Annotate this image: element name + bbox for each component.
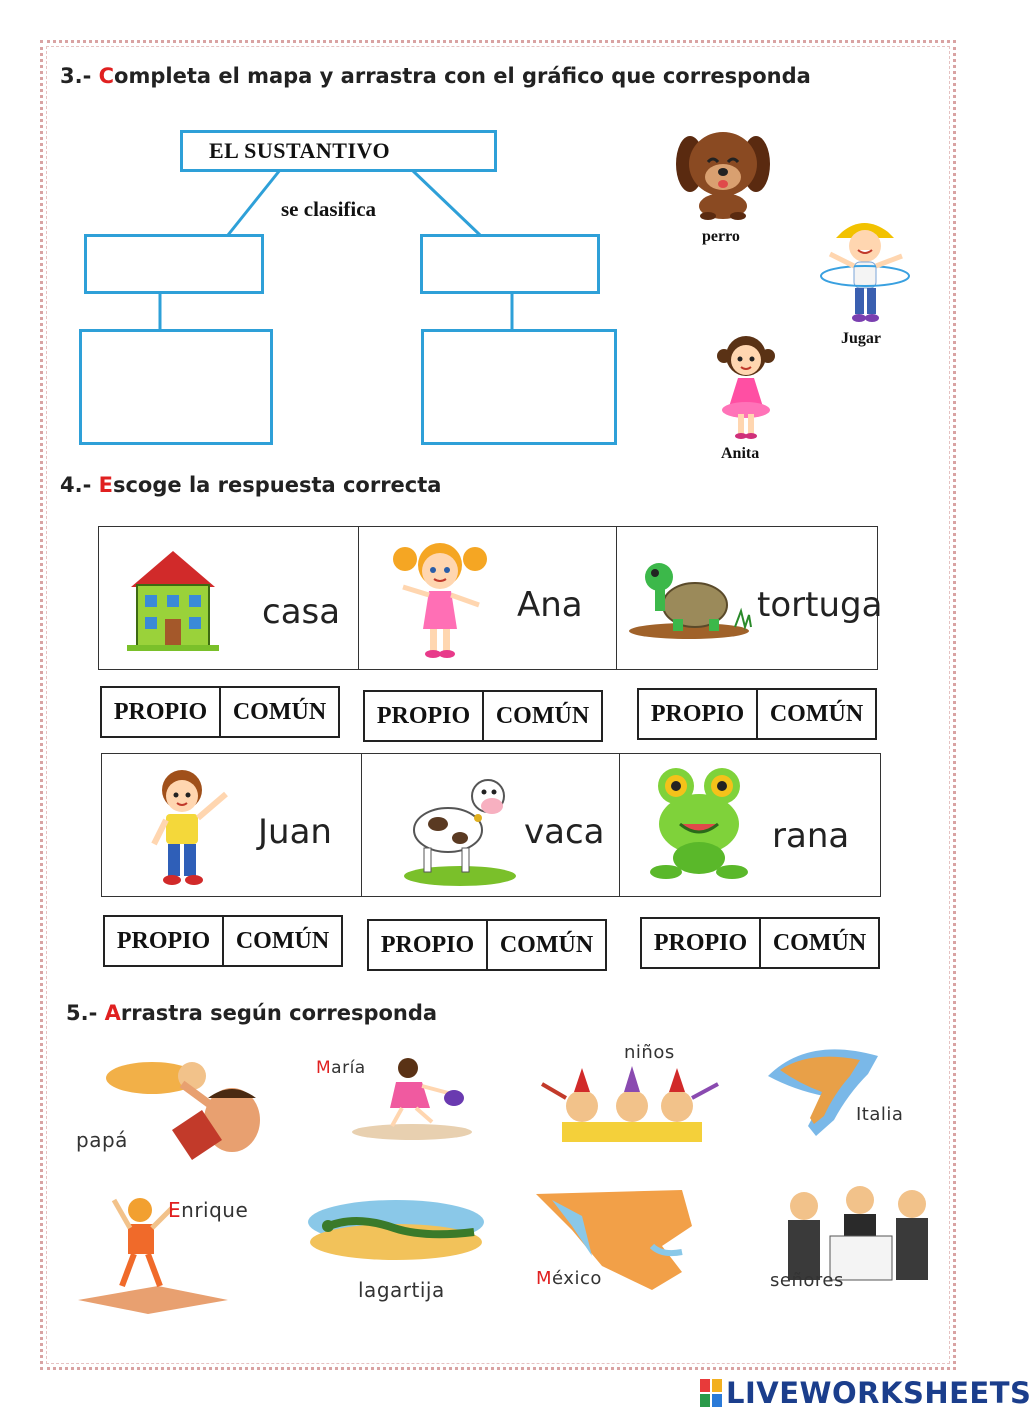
word-card-tortuga xyxy=(617,527,883,669)
drop-zone-category-left[interactable] xyxy=(84,234,264,294)
item-label-mexico: éxico xyxy=(552,1268,602,1289)
house-icon xyxy=(121,545,225,655)
exercise-5-heading xyxy=(66,1001,437,1025)
draggable-perro[interactable] xyxy=(668,122,778,220)
girl-icon xyxy=(385,533,495,661)
option-comun-tortuga[interactable]: COMÚN xyxy=(756,690,875,738)
option-comun-casa[interactable]: COMÚN xyxy=(219,688,338,736)
picture-label-perro: perro xyxy=(702,228,740,245)
lizard-icon xyxy=(304,1192,488,1272)
draggable-mexico[interactable] xyxy=(532,1186,718,1300)
map-title-text: EL SUSTANTIVO xyxy=(209,138,391,163)
word-card-juan xyxy=(102,754,362,896)
turtle-icon xyxy=(625,547,753,639)
card-word-tortuga: tortuga xyxy=(757,585,883,625)
card-word-vaca: vaca xyxy=(524,812,605,852)
drop-zone-category-right[interactable] xyxy=(420,234,600,294)
option-propio-ana[interactable]: PROPIO xyxy=(376,702,471,729)
heading-initial: E xyxy=(98,473,113,497)
logo-text: LIVEWORKSHEETS xyxy=(726,1376,1031,1410)
girl-icon xyxy=(698,332,794,444)
option-propio-juan[interactable]: PROPIO xyxy=(116,927,211,954)
card-word-juan: Juan xyxy=(258,812,332,852)
word-card-row-2 xyxy=(101,753,881,897)
item-initial: E xyxy=(168,1198,182,1222)
item-label-italia: Italia xyxy=(856,1104,904,1125)
item-label-maria: aría xyxy=(331,1058,366,1078)
concept-map-title xyxy=(180,130,497,172)
card-word-casa: casa xyxy=(262,592,341,632)
heading-initial: A xyxy=(104,1001,121,1025)
word-card-ana xyxy=(359,527,617,669)
option-comun-vaca[interactable]: COMÚN xyxy=(486,921,605,969)
heading-text: ompleta el mapa y arrastra con el gráfico que corresponda xyxy=(114,64,811,88)
drop-zone-example-right[interactable] xyxy=(421,329,617,445)
card-word-rana: rana xyxy=(772,816,850,856)
draggable-ninos[interactable] xyxy=(532,1044,732,1144)
exercise-number: 4.- xyxy=(60,473,99,497)
frog-icon xyxy=(646,762,752,882)
draggable-anita[interactable] xyxy=(698,332,794,444)
answer-choice-casa xyxy=(100,686,340,738)
option-propio-casa[interactable]: PROPIO xyxy=(113,698,208,725)
cow-icon xyxy=(402,762,520,888)
draggable-maria[interactable] xyxy=(312,1052,492,1142)
picture-label-anita: Anita xyxy=(721,445,760,462)
word-card-rana xyxy=(620,754,880,896)
item-label-lagartija: lagartija xyxy=(358,1278,445,1302)
dog-icon xyxy=(668,122,778,220)
option-propio-rana[interactable]: PROPIO xyxy=(653,929,748,956)
card-word-ana: Ana xyxy=(517,585,583,625)
heading-initial: C xyxy=(98,64,115,88)
answer-choice-ana xyxy=(363,690,603,742)
exercise-number: 5.- xyxy=(66,1001,105,1025)
item-initial: M xyxy=(536,1268,553,1289)
draggable-senores[interactable] xyxy=(770,1176,940,1300)
option-propio-vaca[interactable]: PROPIO xyxy=(380,931,475,958)
word-card-casa xyxy=(99,527,359,669)
item-label-papa: papá xyxy=(76,1128,128,1152)
item-label-ninos: niños xyxy=(624,1042,675,1063)
draggable-enrique[interactable] xyxy=(78,1190,268,1314)
liveworksheets-logo xyxy=(700,1376,1031,1410)
option-comun-juan[interactable]: COMÚN xyxy=(222,917,341,965)
word-card-row-1 xyxy=(98,526,883,670)
item-label-enrique: nrique xyxy=(181,1198,249,1222)
item-label-senores: señores xyxy=(770,1270,844,1291)
draggable-lagartija[interactable] xyxy=(304,1192,488,1306)
draggable-jugar[interactable] xyxy=(810,214,916,326)
answer-choice-rana xyxy=(640,917,880,969)
logo-grid-icon xyxy=(700,1379,722,1407)
exercise-number: 3.- xyxy=(60,64,99,88)
drop-zone-example-left[interactable] xyxy=(79,329,273,445)
answer-choice-tortuga xyxy=(637,688,877,740)
heading-text: scoge la respuesta correcta xyxy=(112,473,442,497)
answer-choice-juan xyxy=(103,915,343,967)
boy-icon xyxy=(136,764,236,890)
draggable-italia[interactable] xyxy=(760,1036,920,1140)
option-propio-tortuga[interactable]: PROPIO xyxy=(650,700,745,727)
picture-label-jugar: Jugar xyxy=(841,330,881,347)
map-connector-label: se clasifica xyxy=(281,197,377,221)
item-initial: M xyxy=(316,1058,332,1078)
option-comun-ana[interactable]: COMÚN xyxy=(482,692,601,740)
heading-text: rrastra según corresponda xyxy=(120,1001,438,1025)
child-playing-icon xyxy=(810,214,916,326)
draggable-papa[interactable] xyxy=(72,1050,282,1160)
exercise-4-heading xyxy=(60,473,441,497)
option-comun-rana[interactable]: COMÚN xyxy=(759,919,878,967)
word-card-vaca xyxy=(362,754,620,896)
answer-choice-vaca xyxy=(367,919,607,971)
